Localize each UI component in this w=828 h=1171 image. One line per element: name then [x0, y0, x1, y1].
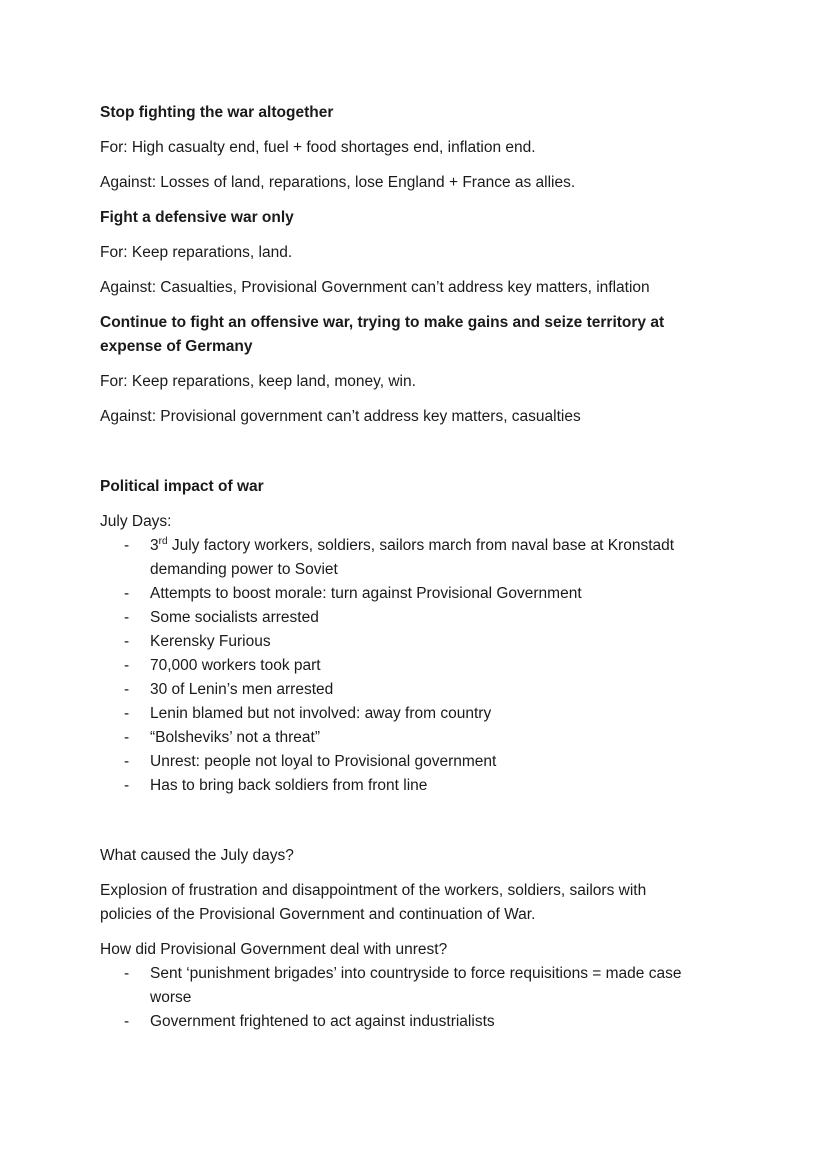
option1-for: For: High casualty end, fuel + food shortages end, inflation end. [100, 139, 536, 156]
list-item: - Some socialists arrested [150, 606, 748, 630]
list-item: - 70,000 workers took part [150, 654, 748, 678]
july-days-label: July Days: [100, 513, 172, 530]
option3-heading-line1: Continue to fight an offensive war, trying to make gains and seize territory at [100, 314, 665, 331]
question-unrest-response: How did Provisional Government deal with unrest? [100, 941, 448, 958]
option3-for: For: Keep reparations, keep land, money, win. [100, 373, 416, 390]
list-item: - Attempts to boost morale: turn against Provisional Government [150, 582, 748, 606]
option-heading-offensive-war [100, 311, 748, 359]
list-item: - Unrest: people not loyal to Provisional government [150, 750, 748, 774]
unrest-response-list [100, 962, 748, 1034]
list-item: - Government frightened to act against industrialists [150, 1010, 748, 1034]
political-impact-heading: Political impact of war [100, 478, 264, 495]
option1-against: Against: Losses of land, reparations, lose England + France as allies. [100, 174, 576, 191]
list-item: - Has to bring back soldiers from front line [150, 774, 748, 798]
option-heading-defensive-war: Fight a defensive war only [100, 209, 294, 226]
list-item: - Kerensky Furious [150, 630, 748, 654]
answer-july-days-cause: Explosion of frustration and disappointment of the workers, soldiers, sailors with policies of the Provisional Government and continuation of War. [100, 882, 647, 923]
option3-heading-line2: expense of Germany [100, 338, 253, 355]
july-days-list [100, 534, 748, 798]
list-item: - Lenin blamed but not involved: away from country [150, 702, 748, 726]
option3-against: Against: Provisional government can’t address key matters, casualties [100, 408, 581, 425]
list-item: - 30 of Lenin’s men arrested [150, 678, 748, 702]
option2-for: For: Keep reparations, land. [100, 244, 293, 261]
question-july-days-cause: What caused the July days? [100, 847, 294, 864]
list-item: - Sent ‘punishment brigades’ into countryside to force requisitions = made case worse [150, 962, 748, 1010]
list-item: - 3rd July factory workers, soldiers, sailors march from naval base at Kronstadt demanding power to Soviet [150, 534, 748, 582]
option2-against: Against: Casualties, Provisional Government can’t address key matters, inflation [100, 279, 650, 296]
option-heading-stop-fighting: Stop fighting the war altogether [100, 104, 334, 121]
list-item: - “Bolsheviks’ not a threat” [150, 726, 748, 750]
